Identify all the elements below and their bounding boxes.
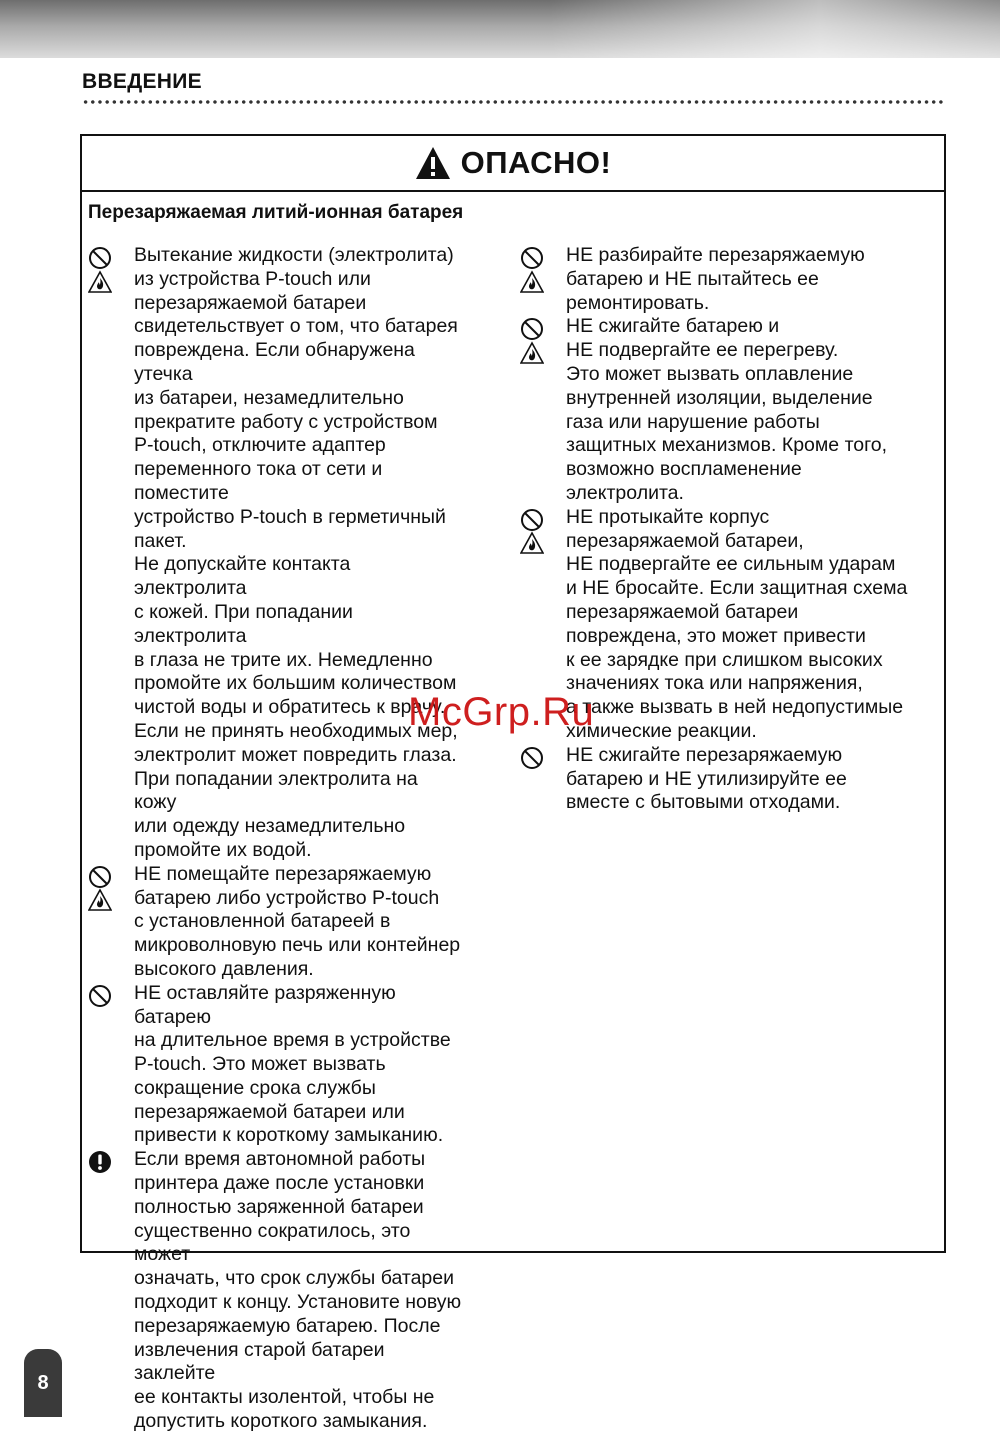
safety-item-text bbox=[566, 506, 944, 744]
prohibition-icon bbox=[520, 246, 550, 270]
warning-triangle-icon bbox=[415, 146, 451, 180]
prohibition-icon bbox=[88, 865, 118, 889]
prohibition-icon bbox=[520, 508, 550, 532]
prohibition-icon bbox=[88, 984, 118, 1008]
fire-warning-icon bbox=[520, 270, 550, 294]
fire-warning-icon bbox=[88, 889, 118, 913]
safety-item bbox=[514, 244, 944, 315]
header-gradient-bar bbox=[0, 0, 1000, 58]
battery-subtitle: Перезаряжаемая литий-ионная батарея bbox=[88, 202, 464, 223]
fire-warning-icon bbox=[520, 341, 550, 365]
safety-item-icons bbox=[88, 865, 118, 913]
safety-item-text bbox=[566, 744, 944, 815]
fire-warning-icon bbox=[88, 270, 118, 294]
prohibition-icon bbox=[520, 317, 550, 341]
left-column bbox=[82, 244, 462, 1434]
safety-item-icons bbox=[520, 508, 550, 556]
safety-paragraph: Вытекание жидкости (электролита) из устройства P-touch или перезаряжаемой батареи свидетельствует о том, что батарея повреждена. Если обнаружена утечка из батареи, незамедлительно прекратите работу с устройством P-touch, отключите адаптер переменного тока от сети и поместите устройство P-touch в герметичный пакет. bbox=[134, 244, 458, 552]
safety-item-text bbox=[566, 244, 944, 315]
safety-item-icons bbox=[88, 1150, 118, 1174]
safety-item-icons bbox=[520, 317, 550, 365]
safety-item-text bbox=[134, 863, 462, 982]
safety-paragraph: НЕ протыкайте корпус перезаряжаемой батареи, НЕ подвергайте ее сильным ударам и НЕ бросайте. Если защитная схема перезаряжаемой батареи повреждена, это может привести к ее зарядке при слишком высоких значениях тока или напряжения, а также вызвать в ней недопустимые химические реакции. bbox=[566, 505, 908, 742]
safety-item-text bbox=[566, 315, 944, 505]
mandatory-action-icon bbox=[88, 1150, 118, 1174]
prohibition-icon bbox=[88, 246, 118, 270]
safety-paragraph: НЕ сжигайте батарею и НЕ подвергайте ее перегреву. Это может вызвать оплавление внутренней изоляции, выделение газа или нарушение работы защитных механизмов. Кроме того, возможно воспламенение электролита. bbox=[566, 315, 888, 504]
safety-item-icons bbox=[520, 746, 550, 770]
safety-item bbox=[82, 863, 462, 982]
safety-item-icons bbox=[88, 246, 118, 294]
safety-item-text bbox=[134, 982, 462, 1149]
safety-paragraph: НЕ помещайте перезаряжаемую батарею либо устройство P-touch с установленной батареей в микроволновую печь или контейнер высокого давления. bbox=[134, 862, 461, 980]
page-number-tab bbox=[24, 1349, 62, 1417]
prohibition-icon bbox=[520, 746, 550, 770]
safety-item-text bbox=[134, 244, 462, 863]
safety-item-icons bbox=[520, 246, 550, 294]
safety-paragraph: НЕ разбирайте перезаряжаемую батарею и НЕ пытайтесь ее ремонтировать. bbox=[566, 244, 865, 314]
section-title: ВВЕДЕНИЕ bbox=[82, 70, 202, 93]
watermark: McGrp.Ru bbox=[408, 690, 595, 734]
dotted-divider bbox=[82, 99, 946, 105]
safety-item bbox=[82, 1148, 462, 1434]
safety-item-text bbox=[134, 1148, 462, 1434]
safety-paragraph: Не допускайте контакта электролита с кожей. При попадании электролита в глаза не трите их. Немедленно промойте их большим количеством чистой воды и обратитесь к врачу. Если не принять необходимых мер, электролит может повредить глаза. При попадании электролита на кожу или одежду незамедлительно промойте их водой. bbox=[134, 553, 458, 861]
page-number: 8 bbox=[37, 1371, 49, 1394]
safety-item bbox=[82, 982, 462, 1149]
danger-header bbox=[82, 136, 944, 192]
safety-paragraph: НЕ сжигайте перезаряжаемую батарею и НЕ утилизируйте ее вместе с бытовыми отходами. bbox=[566, 743, 847, 814]
safety-paragraph: НЕ оставляйте разряженную батарею на длительное время в устройстве P-touch. Это может вызвать сокращение срока службы перезаряжаемой батареи или привести к короткому замыканию. bbox=[134, 981, 451, 1147]
safety-item bbox=[514, 744, 944, 815]
safety-item bbox=[514, 315, 944, 505]
safety-item-icons bbox=[88, 984, 118, 1008]
fire-warning-icon bbox=[520, 532, 550, 556]
danger-title: ОПАСНО! bbox=[460, 145, 612, 180]
safety-item bbox=[82, 244, 462, 863]
safety-paragraph: Если время автономной работы принтера даже после установки полностью заряженной батареи существенно сократилось, это может означать, что срок службы батареи подходит к концу. Установите новую перезаряжаемую батарею. После извлечения старой батареи заклейте ее контакты изолентой, чтобы не допустить короткого замыкания. bbox=[134, 1148, 462, 1433]
